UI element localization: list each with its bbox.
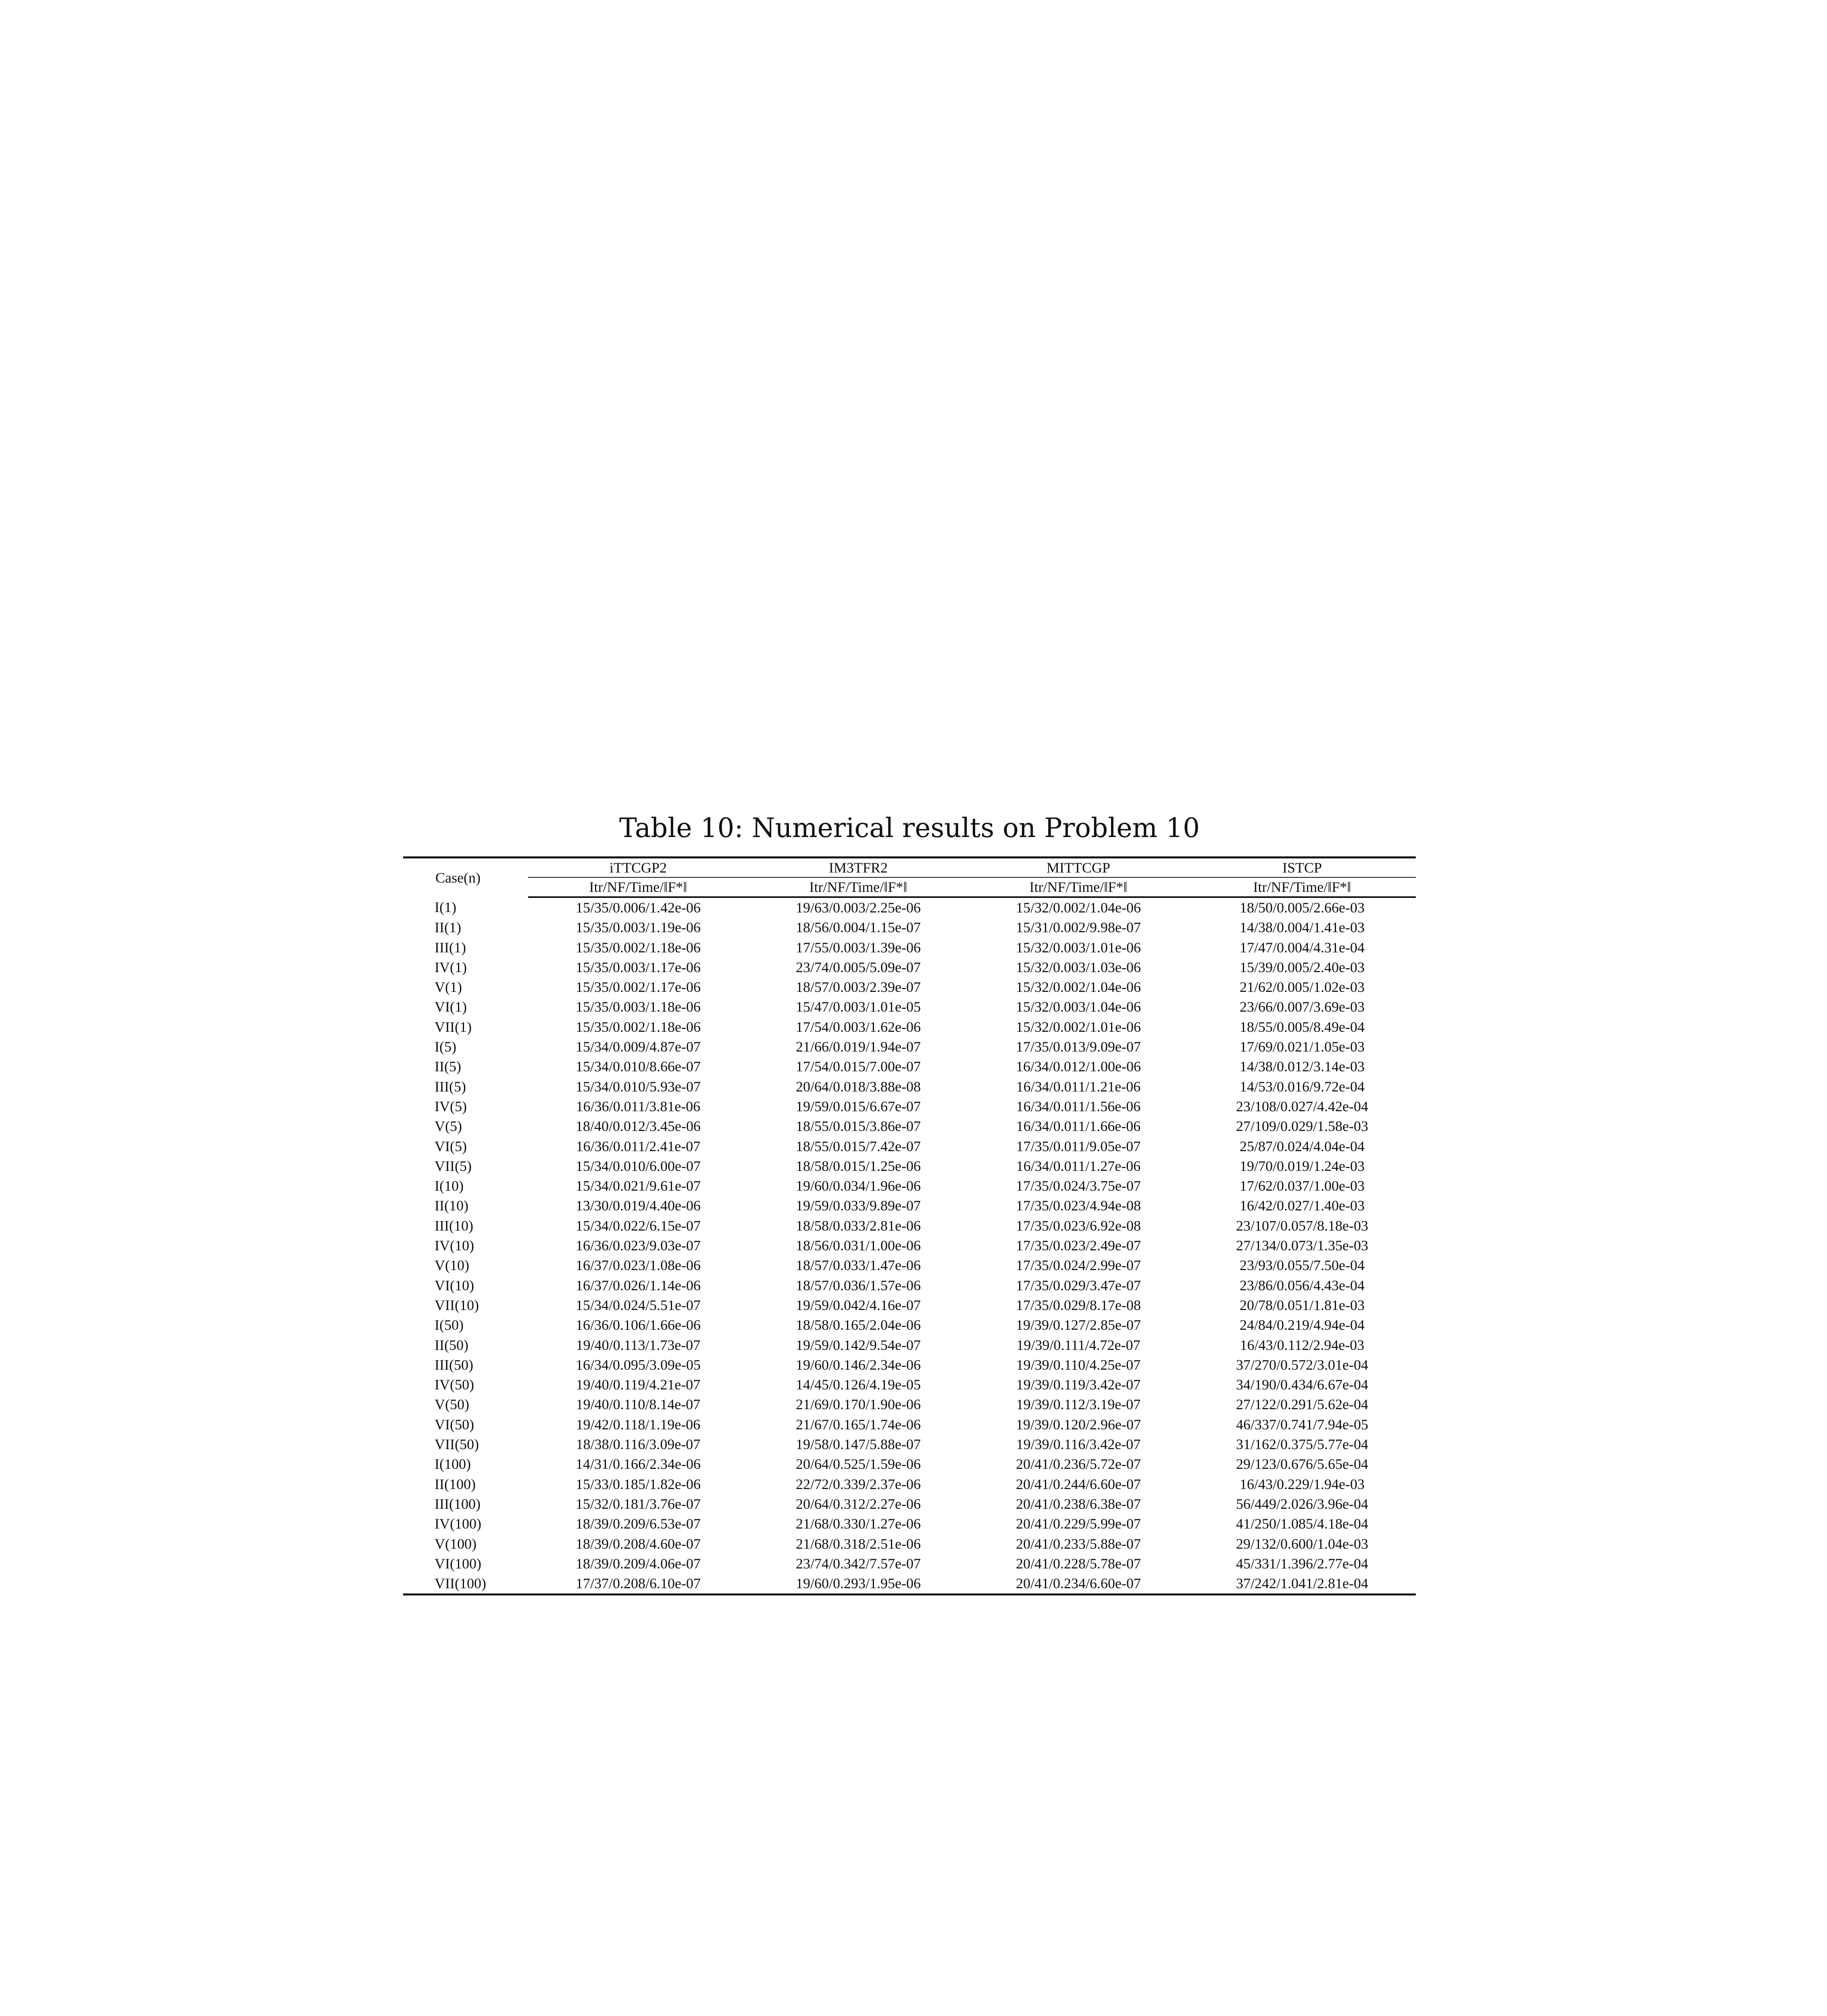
result-cell: 24/84/0.219/4.94e-04 [1240, 1317, 1365, 1333]
result-cell: 18/56/0.031/1.00e-06 [796, 1237, 921, 1254]
result-cell: 18/58/0.015/1.25e-06 [796, 1158, 921, 1174]
case-cell: IV(5) [435, 1098, 467, 1114]
table-row [403, 997, 1416, 1017]
result-cell: 16/34/0.011/1.66e-06 [1016, 1118, 1141, 1135]
case-cell: III(10) [435, 1217, 473, 1234]
table-row [403, 1017, 1416, 1037]
result-cell: 20/41/0.233/5.88e-07 [1016, 1535, 1141, 1552]
table-row [403, 1534, 1416, 1554]
result-cell: 15/32/0.003/1.04e-06 [1016, 999, 1141, 1015]
result-cell: 21/62/0.005/1.02e-03 [1240, 979, 1365, 996]
table-row [403, 1116, 1416, 1136]
case-cell: II(50) [435, 1337, 468, 1353]
table-row [403, 1514, 1416, 1534]
result-cell: 20/64/0.525/1.59e-06 [796, 1456, 921, 1472]
case-cell: VI(100) [435, 1555, 481, 1572]
result-cell: 23/86/0.056/4.43e-04 [1240, 1277, 1365, 1293]
table-row [403, 1315, 1416, 1335]
result-cell: 19/39/0.119/3.42e-07 [1016, 1377, 1141, 1393]
result-cell: 14/38/0.012/3.14e-03 [1240, 1058, 1365, 1075]
result-cell: 20/41/0.238/6.38e-07 [1016, 1495, 1141, 1512]
table-caption: Table 10: Numerical results on Problem 10 [619, 812, 1200, 843]
result-cell: 17/35/0.023/4.94e-08 [1016, 1198, 1141, 1214]
results-table [403, 856, 1416, 1595]
table-row [403, 1156, 1416, 1176]
result-cell: 27/134/0.073/1.35e-03 [1236, 1237, 1368, 1254]
result-cell: 19/40/0.110/8.14e-07 [576, 1396, 701, 1413]
case-cell: V(100) [435, 1535, 477, 1552]
table-row [403, 1295, 1416, 1315]
result-cell: 16/43/0.112/2.94e-03 [1240, 1337, 1365, 1353]
case-cell: VII(50) [435, 1436, 479, 1453]
result-cell: 19/59/0.042/4.16e-07 [796, 1297, 921, 1313]
case-cell: IV(50) [435, 1377, 474, 1393]
result-cell: 16/34/0.011/1.21e-06 [1016, 1078, 1141, 1095]
result-cell: 18/58/0.033/2.81e-06 [796, 1217, 921, 1234]
result-cell: 46/337/0.741/7.94e-05 [1236, 1416, 1368, 1433]
result-cell: 16/37/0.023/1.08e-06 [576, 1257, 701, 1274]
result-cell: 15/35/0.003/1.19e-06 [576, 919, 701, 936]
result-cell: 18/58/0.165/2.04e-06 [796, 1317, 921, 1333]
result-cell: 19/40/0.119/4.21e-07 [576, 1377, 701, 1393]
result-cell: 20/41/0.236/5.72e-07 [1016, 1456, 1141, 1472]
result-cell: 56/449/2.026/3.96e-04 [1236, 1495, 1368, 1512]
result-cell: 15/35/0.003/1.17e-06 [576, 959, 701, 975]
result-cell: 27/122/0.291/5.62e-04 [1236, 1396, 1368, 1413]
result-cell: 19/63/0.003/2.25e-06 [796, 900, 921, 916]
table-row [403, 1494, 1416, 1514]
table-row [403, 1276, 1416, 1295]
result-cell: 21/66/0.019/1.94e-07 [796, 1039, 921, 1055]
result-cell: 17/62/0.037/1.00e-03 [1240, 1178, 1365, 1194]
result-cell: 20/41/0.244/6.60e-07 [1016, 1476, 1141, 1492]
result-cell: 20/41/0.234/6.60e-07 [968, 1574, 1188, 1595]
case-cell: I(1) [435, 899, 456, 915]
result-cell: 23/93/0.055/7.50e-04 [1240, 1257, 1365, 1274]
result-cell: 19/60/0.293/1.95e-06 [748, 1574, 968, 1595]
result-cell: 19/39/0.116/3.42e-07 [1016, 1436, 1141, 1453]
table-row [403, 1415, 1416, 1435]
result-cell: 20/41/0.229/5.99e-07 [1016, 1516, 1141, 1532]
result-cell: 29/132/0.600/1.04e-03 [1236, 1535, 1368, 1552]
table-row [403, 1574, 1416, 1595]
case-cell: V(5) [435, 1118, 462, 1135]
result-cell: 23/108/0.027/4.42e-04 [1236, 1098, 1368, 1114]
case-cell: VII(5) [435, 1158, 472, 1174]
result-cell: 17/54/0.003/1.62e-06 [796, 1018, 921, 1035]
result-cell: 23/66/0.007/3.69e-03 [1240, 999, 1365, 1015]
result-cell: 19/60/0.146/2.34e-06 [796, 1356, 921, 1373]
result-cell: 16/36/0.011/2.41e-07 [576, 1138, 701, 1154]
method-header-ittcgp2: iTTCGP2 [528, 858, 748, 878]
table-row [403, 1454, 1416, 1474]
result-cell: 17/37/0.208/6.10e-07 [528, 1574, 748, 1595]
result-cell: 21/67/0.165/1.74e-06 [796, 1416, 921, 1433]
result-cell: 37/242/1.041/2.81e-04 [1188, 1574, 1416, 1595]
result-cell: 37/270/0.572/3.01e-04 [1236, 1356, 1368, 1373]
result-cell: 17/47/0.004/4.31e-04 [1240, 939, 1365, 956]
case-cell: VI(50) [435, 1416, 474, 1433]
result-cell: 18/50/0.005/2.66e-03 [1240, 900, 1365, 916]
result-cell: 15/34/0.009/4.87e-07 [576, 1039, 701, 1055]
metric-header: Itr/NF/Time/‖F*‖ [968, 877, 1188, 897]
result-cell: 15/47/0.003/1.01e-05 [796, 999, 921, 1015]
result-cell: 25/87/0.024/4.04e-04 [1240, 1138, 1365, 1154]
result-cell: 17/54/0.015/7.00e-07 [796, 1058, 921, 1075]
case-cell: VI(5) [435, 1138, 467, 1154]
result-cell: 16/34/0.011/1.27e-06 [1016, 1158, 1141, 1174]
result-cell: 23/74/0.342/7.57e-07 [796, 1555, 921, 1572]
result-cell: 20/78/0.051/1.81e-03 [1240, 1297, 1365, 1313]
result-cell: 18/38/0.116/3.09e-07 [576, 1436, 701, 1453]
result-cell: 17/35/0.023/6.92e-08 [1016, 1217, 1141, 1234]
result-cell: 17/35/0.024/2.99e-07 [1016, 1257, 1141, 1274]
metric-header: Itr/NF/Time/‖F*‖ [748, 877, 968, 897]
result-cell: 15/32/0.003/1.01e-06 [1016, 939, 1141, 956]
result-cell: 21/68/0.318/2.51e-06 [796, 1535, 921, 1552]
result-cell: 18/55/0.015/3.86e-07 [796, 1118, 921, 1135]
case-cell: III(100) [435, 1495, 481, 1512]
result-cell: 19/70/0.019/1.24e-03 [1240, 1158, 1365, 1174]
result-cell: 16/34/0.012/1.00e-06 [1016, 1058, 1141, 1075]
result-cell: 23/107/0.057/8.18e-03 [1236, 1217, 1368, 1234]
result-cell: 18/39/0.209/6.53e-07 [576, 1516, 701, 1532]
result-cell: 17/35/0.024/3.75e-07 [1016, 1178, 1141, 1194]
header-row-methods [403, 858, 1416, 878]
result-cell: 19/42/0.118/1.19e-06 [576, 1416, 701, 1433]
table-row [403, 1256, 1416, 1275]
result-cell: 19/39/0.127/2.85e-07 [1016, 1317, 1141, 1333]
case-cell: VII(100) [403, 1574, 528, 1595]
result-cell: 15/34/0.010/6.00e-07 [576, 1158, 701, 1174]
metric-header: Itr/NF/Time/‖F*‖ [1188, 877, 1416, 897]
result-cell: 15/32/0.002/1.04e-06 [1016, 900, 1141, 916]
result-cell: 21/69/0.170/1.90e-06 [796, 1396, 921, 1413]
case-cell: II(1) [435, 919, 461, 936]
result-cell: 18/55/0.015/7.42e-07 [796, 1138, 921, 1154]
method-header-im3tfr2: IM3TFR2 [748, 858, 968, 878]
table-row [403, 1077, 1416, 1097]
result-cell: 16/37/0.026/1.14e-06 [576, 1277, 701, 1293]
table-row [403, 1375, 1416, 1395]
table-row [403, 1435, 1416, 1454]
table-header [403, 858, 1416, 898]
result-cell: 13/30/0.019/4.40e-06 [576, 1198, 701, 1214]
method-header-mittcgp: MITTCGP [968, 858, 1188, 878]
result-cell: 15/35/0.006/1.42e-06 [576, 900, 701, 916]
result-cell: 19/40/0.113/1.73e-07 [576, 1337, 701, 1353]
table-row [403, 1196, 1416, 1216]
result-cell: 15/35/0.002/1.18e-06 [576, 1018, 701, 1035]
result-cell: 19/39/0.111/4.72e-07 [1016, 1337, 1140, 1353]
result-cell: 16/42/0.027/1.40e-03 [1240, 1198, 1365, 1214]
table-row [403, 1057, 1416, 1077]
table-row [403, 918, 1416, 937]
case-cell: III(1) [435, 939, 466, 956]
table-row [403, 1176, 1416, 1196]
result-cell: 22/72/0.339/2.37e-06 [796, 1476, 921, 1492]
case-cell: V(1) [435, 979, 462, 996]
result-cell: 14/45/0.126/4.19e-05 [796, 1377, 921, 1393]
result-cell: 19/59/0.015/6.67e-07 [796, 1098, 921, 1114]
result-cell: 14/53/0.016/9.72e-04 [1240, 1078, 1365, 1095]
table-row [403, 1097, 1416, 1116]
result-cell: 18/55/0.005/8.49e-04 [1240, 1018, 1365, 1035]
metric-header: Itr/NF/Time/‖F*‖ [528, 877, 748, 897]
result-cell: 15/34/0.010/8.66e-07 [576, 1058, 701, 1075]
result-cell: 15/39/0.005/2.40e-03 [1240, 959, 1365, 975]
result-cell: 20/64/0.312/2.27e-06 [796, 1495, 921, 1512]
result-cell: 21/68/0.330/1.27e-06 [796, 1516, 921, 1532]
case-cell: I(50) [435, 1317, 464, 1333]
case-cell: III(50) [435, 1356, 473, 1373]
result-cell: 17/35/0.023/2.49e-07 [1016, 1237, 1141, 1254]
table-row [403, 1236, 1416, 1256]
table-body [403, 897, 1416, 1595]
result-cell: 17/35/0.029/8.17e-08 [1016, 1297, 1141, 1313]
case-cell: V(10) [435, 1257, 469, 1274]
result-cell: 16/36/0.106/1.66e-06 [576, 1317, 701, 1333]
result-cell: 15/32/0.002/1.04e-06 [1016, 979, 1141, 996]
result-cell: 31/162/0.375/5.77e-04 [1236, 1436, 1368, 1453]
result-cell: 19/39/0.110/4.25e-07 [1016, 1356, 1141, 1373]
result-cell: 29/123/0.676/5.65e-04 [1236, 1456, 1368, 1472]
result-cell: 18/39/0.208/4.60e-07 [576, 1535, 701, 1552]
result-cell: 18/57/0.033/1.47e-06 [796, 1257, 921, 1274]
result-cell: 18/40/0.012/3.45e-06 [576, 1118, 701, 1135]
result-cell: 17/35/0.029/3.47e-07 [1016, 1277, 1141, 1293]
result-cell: 23/74/0.005/5.09e-07 [796, 959, 921, 975]
result-cell: 20/41/0.228/5.78e-07 [1016, 1555, 1141, 1572]
table-row [403, 1037, 1416, 1057]
method-header-istcp: ISTCP [1188, 858, 1416, 878]
result-cell: 20/64/0.018/3.88e-08 [796, 1078, 921, 1095]
case-cell: IV(1) [435, 959, 467, 975]
table-row [403, 1216, 1416, 1236]
result-cell: 17/69/0.021/1.05e-03 [1240, 1039, 1365, 1055]
case-cell: VII(10) [435, 1297, 479, 1313]
result-cell: 27/109/0.029/1.58e-03 [1236, 1118, 1368, 1135]
table-row [403, 1554, 1416, 1574]
result-cell: 16/34/0.095/3.09e-05 [576, 1356, 701, 1373]
result-cell: 34/190/0.434/6.67e-04 [1236, 1377, 1368, 1393]
result-cell: 19/60/0.034/1.96e-06 [796, 1178, 921, 1194]
table-row [403, 938, 1416, 958]
result-cell: 15/34/0.021/9.61e-07 [576, 1178, 701, 1194]
result-cell: 15/35/0.002/1.17e-06 [576, 979, 701, 996]
result-cell: 15/35/0.002/1.18e-06 [576, 939, 701, 956]
result-cell: 16/34/0.011/1.56e-06 [1016, 1098, 1141, 1114]
result-cell: 14/38/0.004/1.41e-03 [1240, 919, 1365, 936]
case-cell: I(100) [435, 1456, 471, 1472]
result-cell: 19/59/0.033/9.89e-07 [796, 1198, 921, 1214]
result-cell: 15/33/0.185/1.82e-06 [576, 1476, 701, 1492]
case-cell: VI(10) [435, 1277, 474, 1293]
case-cell: I(5) [435, 1039, 456, 1055]
result-cell: 17/35/0.013/9.09e-07 [1016, 1039, 1141, 1055]
case-cell: VII(1) [435, 1018, 472, 1035]
table-row [403, 977, 1416, 997]
case-cell: II(100) [435, 1476, 476, 1492]
result-cell: 18/57/0.036/1.57e-06 [796, 1277, 921, 1293]
header-row-metrics [403, 877, 1416, 897]
result-cell: 17/55/0.003/1.39e-06 [796, 939, 921, 956]
result-cell: 16/43/0.229/1.94e-03 [1240, 1476, 1365, 1492]
case-cell: II(5) [435, 1058, 461, 1075]
table-row [403, 1355, 1416, 1375]
result-cell: 15/34/0.022/6.15e-07 [576, 1217, 701, 1234]
result-cell: 15/32/0.003/1.03e-06 [1016, 959, 1141, 975]
result-cell: 15/35/0.003/1.18e-06 [576, 999, 701, 1015]
case-cell: IV(100) [435, 1516, 481, 1532]
result-cell: 16/36/0.023/9.03e-07 [576, 1237, 701, 1254]
table-row [403, 958, 1416, 977]
result-cell: 19/59/0.142/9.54e-07 [796, 1337, 921, 1353]
result-cell: 17/35/0.011/9.05e-07 [1016, 1138, 1141, 1154]
result-cell: 19/39/0.120/2.96e-07 [1016, 1416, 1141, 1433]
case-cell: I(10) [435, 1178, 464, 1194]
result-cell: 18/39/0.209/4.06e-07 [576, 1555, 701, 1572]
table-row [403, 1475, 1416, 1494]
result-cell: 19/58/0.147/5.88e-07 [796, 1436, 921, 1453]
result-cell: 15/31/0.002/9.98e-07 [1016, 919, 1141, 936]
result-cell: 15/32/0.181/3.76e-07 [576, 1495, 701, 1512]
table-row [403, 1137, 1416, 1156]
case-cell: V(50) [435, 1396, 469, 1413]
case-cell: IV(10) [435, 1237, 474, 1254]
result-cell: 15/34/0.024/5.51e-07 [576, 1297, 701, 1313]
case-column-header: Case(n) [403, 858, 528, 898]
result-cell: 18/57/0.003/2.39e-07 [796, 979, 921, 996]
result-cell: 15/34/0.010/5.93e-07 [576, 1078, 701, 1095]
case-cell: VI(1) [435, 999, 467, 1015]
result-cell: 16/36/0.011/3.81e-06 [576, 1098, 701, 1114]
case-cell: II(10) [435, 1198, 468, 1214]
result-cell: 15/32/0.002/1.01e-06 [1016, 1018, 1141, 1035]
result-cell: 14/31/0.166/2.34e-06 [576, 1456, 701, 1472]
result-cell: 45/331/1.396/2.77e-04 [1236, 1555, 1368, 1572]
result-cell: 19/39/0.112/3.19e-07 [1016, 1396, 1141, 1413]
table-row [403, 1335, 1416, 1355]
result-cell: 18/56/0.004/1.15e-07 [796, 919, 921, 936]
result-cell: 41/250/1.085/4.18e-04 [1236, 1516, 1368, 1532]
case-cell: III(5) [435, 1078, 466, 1095]
table-row [403, 897, 1416, 918]
table-row [403, 1395, 1416, 1414]
